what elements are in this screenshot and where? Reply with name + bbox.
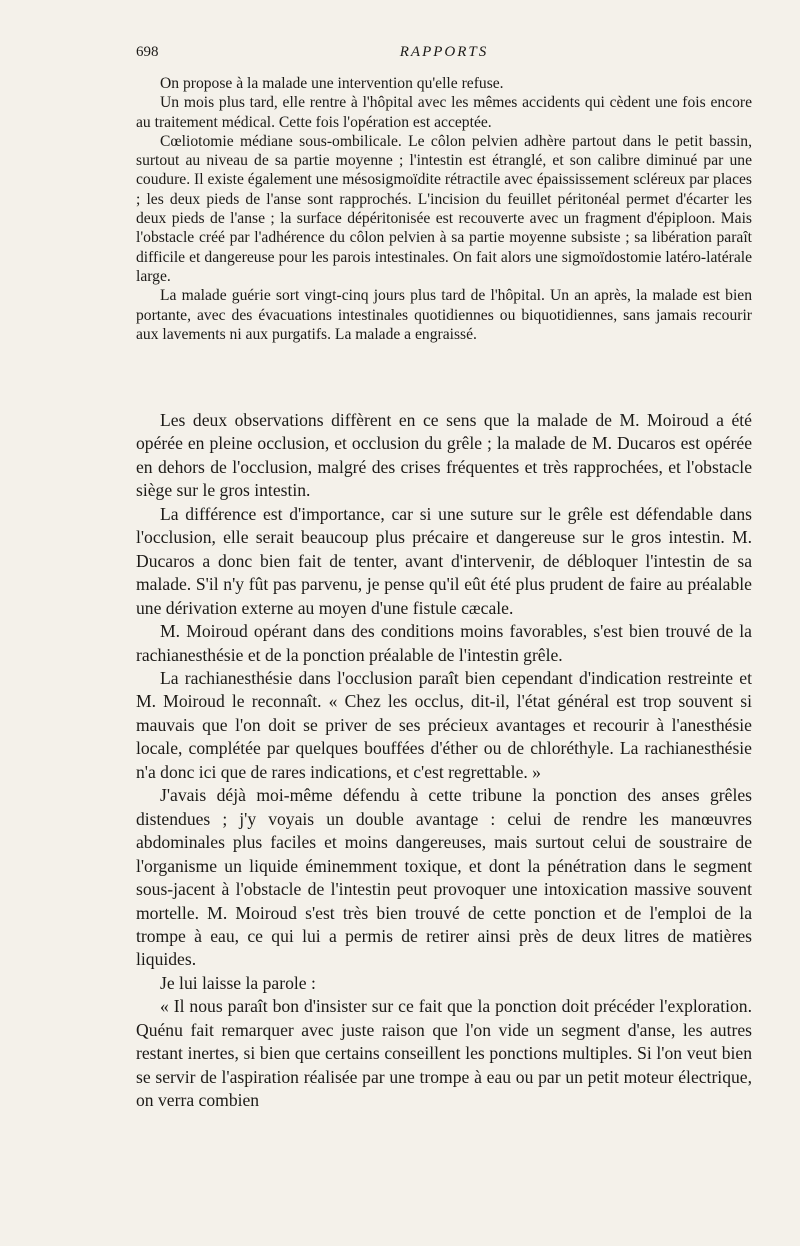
observation-paragraph: Un mois plus tard, elle rentre à l'hôpital avec les mêmes accidents qui cèdent une fois encore au traitement médical. Cette fois l'opération est acceptée. xyxy=(136,94,752,131)
body-paragraph: M. Moiroud opérant dans des conditions moins favorables, s'est bien trouvé de la rachianesthésie et de la ponction préalable de l'intestin grêle. xyxy=(136,621,752,665)
body-paragraph: « Il nous paraît bon d'insister sur ce fait que la ponction doit précéder l'exploration. Quénu fait remarquer avec juste raison que l'on vide un segment d'anse, les autres restant inertes, si bien que certains conseillent les ponctions multiples. Si l'on veut bien se servir de l'aspiration réalisée par une trompe à eau ou par un petit moteur électrique, on verra combien xyxy=(136,996,752,1111)
body-paragraph: J'avais déjà moi-même défendu à cette tribune la ponction des anses grêles distendues ; j'y voyais un double avantage : celui de rendre les manœuvres abdominales plus faciles et moins dangereuses, mais surtout celui de soustraire de l'organisme un liquide éminemment toxique, et dont la pénétration dans le segment sous-jacent à l'obstacle de l'intestin peut provoquer une intoxication massive souvent mortelle. M. Moiroud s'est très bien trouvé de cette ponction et de l'emploi de la trompe à eau, ce qui lui a permis de retirer ainsi près de deux litres de matières liquides. xyxy=(136,785,752,970)
page-number: 698 xyxy=(136,44,159,60)
main-text xyxy=(136,409,752,1113)
body-paragraph: Je lui laisse la parole : xyxy=(160,972,316,993)
running-title: RAPPORTS xyxy=(399,44,489,60)
observation-paragraph: Cœliotomie médiane sous-ombilicale. Le côlon pelvien adhère partout dans le petit bassin, surtout au niveau de sa partie moyenne ; l'intestin est étranglé, et son calibre diminué par une coudure. Il existe également une mésosigmoïdite rétractile avec épaississement scléreux par places ; les deux pieds de l'anse sont rapprochés. L'incision du feuillet péritonéal permet d'écarter les deux pieds de l'anse ; la surface dépéritonisée est recouverte avec un fragment d'épiploon. Mais l'obstacle créé par l'adhérence du côlon pelvien à sa partie moyenne subsiste ; sa libération paraît difficile et dangereuse pour les parois intestinales. On fait alors une sigmoïdostomie latéro-latérale large. xyxy=(136,132,752,285)
observation-paragraph: On propose à la malade une intervention qu'elle refuse. xyxy=(160,75,504,92)
body-paragraph: Les deux observations diffèrent en ce sens que la malade de M. Moiroud a été opérée en pleine occlusion, et occlusion du grêle ; la malade de M. Ducaros est opérée en dehors de l'occlusion, malgré des crises fréquentes et très rapprochées, et l'obstacle siège sur le gros intestin. xyxy=(136,410,752,501)
observation-paragraph: La malade guérie sort vingt-cinq jours plus tard de l'hôpital. Un an après, la malade est bien portante, avec des évacuations intestinales quotidiennes ou biquotidiennes, sans jamais recourir aux lavements ni aux purgatifs. La malade a engraissé. xyxy=(136,287,752,343)
body-paragraph: La rachianesthésie dans l'occlusion paraît bien cependant d'indication restreinte et M. Moiroud le reconnaît. « Chez les occlus, dit-il, l'état général est trop souvent si mauvais que l'on doit se priver de ses précieux avantages et recourir à l'anesthésie locale, complétée par quelques bouffées d'éther ou de chloréthyle. La rachianesthésie n'a donc ici que de rares indications, et c'est regrettable. » xyxy=(136,667,752,782)
body-paragraph: La différence est d'importance, car si une suture sur le grêle est défendable dans l'occlusion, elle serait beaucoup plus précaire et dangereuse sur le gros intestin. M. Ducaros a donc bien fait de tenter, avant d'intervenir, de débloquer l'intestin de sa malade. S'il n'y fût pas parvenu, je pense qu'il eût été plus prudent de faire au préalable une dérivation externe au moyen d'une fistule cæcale. xyxy=(136,503,752,618)
page-header xyxy=(136,44,752,64)
observation-text xyxy=(136,74,752,344)
